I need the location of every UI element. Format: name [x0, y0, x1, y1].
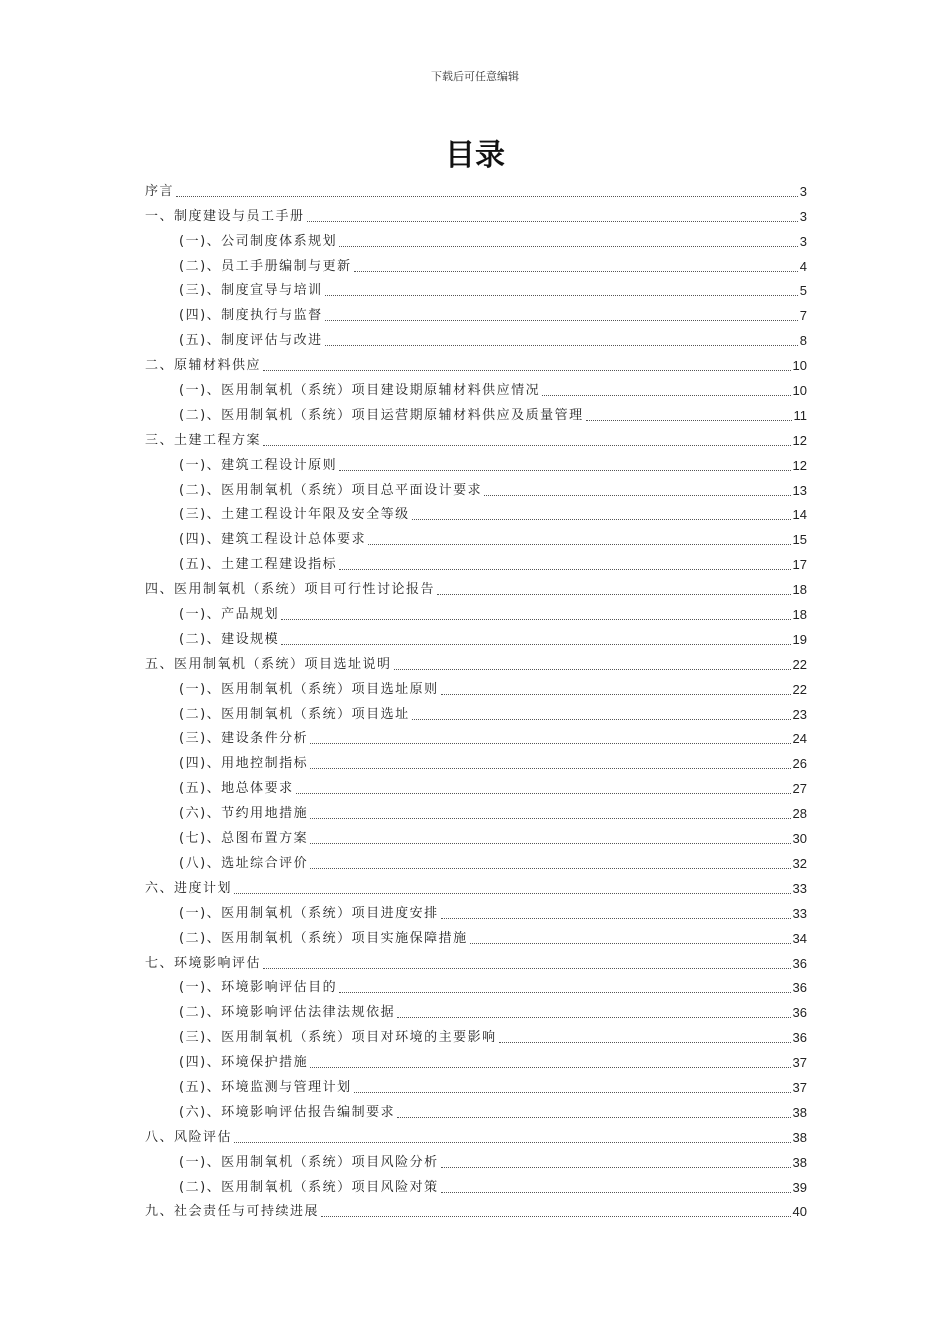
- toc-entry[interactable]: [145, 201, 807, 226]
- toc-entry[interactable]: [145, 1097, 807, 1122]
- toc-entry-title: 六、进度计划: [145, 880, 233, 896]
- dot-leader: [234, 1142, 791, 1143]
- toc-entry-title: (四)、建筑工程设计总体要求: [179, 532, 367, 548]
- toc-entry-page-number: 19: [792, 631, 807, 647]
- toc-entry-page-number: 27: [792, 781, 807, 797]
- dot-leader: [470, 943, 791, 944]
- toc-entry-page-number: 10: [792, 383, 807, 399]
- toc-entry[interactable]: [145, 1147, 807, 1172]
- toc-entry[interactable]: [145, 599, 807, 624]
- toc-entry-title: (六)、节约用地措施: [179, 806, 309, 822]
- toc-entry[interactable]: [145, 823, 807, 848]
- toc-entry-title: (一)、建筑工程设计原则: [179, 457, 338, 473]
- download-note: 下载后可任意编辑: [431, 70, 519, 83]
- dot-leader: [441, 1192, 791, 1193]
- dot-leader: [394, 669, 791, 670]
- toc-entry[interactable]: [145, 1072, 807, 1097]
- toc-entry-title: 八、风险评估: [145, 1129, 233, 1145]
- dot-leader: [310, 1067, 790, 1068]
- toc-entry-title: (二)、医用制氧机（系统）项目运营期原辅材料供应及质量管理: [179, 407, 584, 423]
- toc-entry-page-number: 36: [792, 980, 807, 996]
- toc-entry-page-number: 17: [792, 557, 807, 573]
- dot-leader: [307, 221, 798, 222]
- dot-leader: [281, 644, 790, 645]
- toc-entry-page-number: 36: [792, 1005, 807, 1021]
- toc-entry-title: (三)、制度宣导与培训: [179, 283, 323, 299]
- dot-leader: [310, 868, 790, 869]
- dot-leader: [484, 495, 790, 496]
- toc-entry-page-number: 4: [799, 258, 807, 274]
- toc-entry[interactable]: [145, 176, 807, 201]
- dot-leader: [354, 1092, 791, 1093]
- toc-entry[interactable]: [145, 1047, 807, 1072]
- toc-entry-title: (五)、环境监测与管理计划: [179, 1079, 352, 1095]
- toc-entry-title: (五)、土建工程建设指标: [179, 557, 338, 573]
- toc-entry[interactable]: [145, 400, 807, 425]
- toc-entry-title: (三)、建设条件分析: [179, 731, 309, 747]
- toc-entry-page-number: 18: [792, 582, 807, 598]
- dot-leader: [176, 196, 798, 197]
- toc-entry[interactable]: [145, 500, 807, 525]
- toc-entry[interactable]: [145, 624, 807, 649]
- toc-entry-page-number: 3: [799, 208, 807, 224]
- toc-entry-title: 四、医用制氧机（系统）项目可行性讨论报告: [145, 582, 436, 598]
- toc-entry-title: (六)、环境影响评估报告编制要求: [179, 1104, 396, 1120]
- toc-entry-page-number: 38: [792, 1154, 807, 1170]
- toc-entry-page-number: 28: [792, 806, 807, 822]
- dot-leader: [234, 893, 791, 894]
- toc-entry-page-number: 33: [792, 905, 807, 921]
- dot-leader: [325, 295, 798, 296]
- toc-entry-title: (三)、土建工程设计年限及安全等级: [179, 507, 410, 523]
- toc-entry-page-number: 12: [792, 432, 807, 448]
- toc-entry[interactable]: [145, 574, 807, 599]
- toc-entry-title: (一)、公司制度体系规划: [179, 233, 338, 249]
- dot-leader: [437, 594, 791, 595]
- toc-entry-page-number: 3: [799, 233, 807, 249]
- toc-entry-title: (一)、环境影响评估目的: [179, 980, 338, 996]
- toc-entry-title: (二)、建设规模: [179, 631, 280, 647]
- dot-leader: [339, 470, 790, 471]
- page-title: 目录: [445, 138, 505, 173]
- toc-entry[interactable]: [145, 251, 807, 276]
- toc-entry-title: (七)、总图布置方案: [179, 831, 309, 847]
- toc-entry-title: (三)、医用制氧机（系统）项目对环境的主要影响: [179, 1030, 497, 1046]
- toc-entry[interactable]: [145, 1022, 807, 1047]
- dot-leader: [339, 246, 798, 247]
- toc-entry-title: (四)、制度执行与监督: [179, 308, 323, 324]
- dot-leader: [310, 843, 790, 844]
- toc-entry[interactable]: [145, 773, 807, 798]
- toc-entry-title: 七、环境影响评估: [145, 955, 262, 971]
- toc-entry-page-number: 24: [792, 731, 807, 747]
- toc-entry-title: (四)、环境保护措施: [179, 1055, 309, 1071]
- dot-leader: [441, 918, 791, 919]
- toc-entry[interactable]: [145, 549, 807, 574]
- dot-leader: [263, 445, 791, 446]
- toc-entry-page-number: 30: [792, 831, 807, 847]
- dot-leader: [412, 519, 791, 520]
- dot-leader: [339, 992, 790, 993]
- toc-entry-page-number: 33: [792, 880, 807, 896]
- dot-leader: [397, 1117, 790, 1118]
- toc-entry[interactable]: [145, 873, 807, 898]
- dot-leader: [368, 544, 790, 545]
- dot-leader: [310, 768, 790, 769]
- toc-entry[interactable]: [145, 1122, 807, 1147]
- toc-entry[interactable]: [145, 898, 807, 923]
- toc-entry-page-number: 11: [793, 407, 807, 423]
- toc-entry[interactable]: [145, 674, 807, 699]
- toc-entry[interactable]: [145, 649, 807, 674]
- toc-entry-page-number: 10: [792, 358, 807, 374]
- toc-entry-title: (二)、医用制氧机（系统）项目总平面设计要求: [179, 482, 483, 498]
- toc-entry-page-number: 40: [792, 1204, 807, 1220]
- dot-leader: [325, 345, 798, 346]
- toc-entry[interactable]: [145, 923, 807, 948]
- toc-entry-title: 序言: [145, 183, 175, 199]
- toc-entry-page-number: 8: [799, 333, 807, 349]
- toc-entry-page-number: 23: [792, 706, 807, 722]
- toc-entry-title: 九、社会责任与可持续进展: [145, 1204, 320, 1220]
- toc-entry-page-number: 39: [792, 1179, 807, 1195]
- toc-entry-title: (五)、地总体要求: [179, 781, 294, 797]
- toc-entry-title: (二)、医用制氧机（系统）项目风险对策: [179, 1179, 439, 1195]
- toc-entry-page-number: 32: [792, 855, 807, 871]
- toc-entry[interactable]: [145, 276, 807, 301]
- table-of-contents: [145, 176, 807, 1221]
- toc-entry-title: (二)、员工手册编制与更新: [179, 258, 352, 274]
- toc-entry-page-number: 5: [799, 283, 807, 299]
- toc-entry[interactable]: [145, 350, 807, 375]
- toc-entry[interactable]: [145, 524, 807, 549]
- toc-entry-page-number: 36: [792, 955, 807, 971]
- toc-entry-page-number: 34: [792, 930, 807, 946]
- dot-leader: [310, 743, 790, 744]
- toc-entry[interactable]: [145, 1172, 807, 1197]
- toc-entry[interactable]: [145, 973, 807, 998]
- dot-leader: [263, 968, 791, 969]
- toc-entry[interactable]: [145, 748, 807, 773]
- toc-entry-page-number: 37: [792, 1055, 807, 1071]
- dot-leader: [441, 694, 791, 695]
- dot-leader: [354, 271, 798, 272]
- toc-entry[interactable]: [145, 1197, 807, 1222]
- toc-entry-page-number: 22: [792, 656, 807, 672]
- toc-entry-title: (八)、选址综合评价: [179, 855, 309, 871]
- toc-entry-title: (一)、产品规划: [179, 607, 280, 623]
- toc-entry[interactable]: [145, 300, 807, 325]
- toc-entry[interactable]: [145, 724, 807, 749]
- toc-entry-title: (二)、医用制氧机（系统）项目实施保障措施: [179, 930, 468, 946]
- toc-entry-page-number: 36: [792, 1030, 807, 1046]
- dot-leader: [412, 719, 791, 720]
- toc-entry-title: 三、土建工程方案: [145, 432, 262, 448]
- toc-entry-title: (二)、医用制氧机（系统）项目选址: [179, 706, 410, 722]
- toc-entry[interactable]: [145, 375, 807, 400]
- dot-leader: [263, 370, 791, 371]
- toc-entry-page-number: 14: [792, 507, 807, 523]
- dot-leader: [310, 818, 790, 819]
- dot-leader: [441, 1167, 791, 1168]
- toc-entry-page-number: 3: [799, 183, 807, 199]
- toc-entry[interactable]: [145, 848, 807, 873]
- toc-entry-page-number: 22: [792, 681, 807, 697]
- toc-entry-page-number: 26: [792, 756, 807, 772]
- toc-entry-title: 二、原辅材料供应: [145, 358, 262, 374]
- toc-entry[interactable]: [145, 997, 807, 1022]
- toc-entry[interactable]: [145, 450, 807, 475]
- toc-entry-page-number: 13: [792, 482, 807, 498]
- toc-entry-title: (四)、用地控制指标: [179, 756, 309, 772]
- toc-entry-title: (五)、制度评估与改进: [179, 333, 323, 349]
- dot-leader: [397, 1017, 790, 1018]
- toc-entry-title: (一)、医用制氧机（系统）项目进度安排: [179, 905, 439, 921]
- toc-entry[interactable]: [145, 798, 807, 823]
- toc-entry-title: (二)、环境影响评估法律法规依据: [179, 1005, 396, 1021]
- dot-leader: [499, 1042, 791, 1043]
- dot-leader: [321, 1216, 791, 1217]
- toc-entry-page-number: 38: [792, 1129, 807, 1145]
- toc-entry[interactable]: [145, 475, 807, 500]
- dot-leader: [542, 395, 790, 396]
- toc-entry[interactable]: [145, 948, 807, 973]
- dot-leader: [325, 320, 798, 321]
- dot-leader: [296, 793, 791, 794]
- toc-entry-title: (一)、医用制氧机（系统）项目风险分析: [179, 1154, 439, 1170]
- toc-entry-page-number: 38: [792, 1104, 807, 1120]
- toc-entry[interactable]: [145, 226, 807, 251]
- toc-entry[interactable]: [145, 699, 807, 724]
- toc-entry-page-number: 15: [792, 532, 807, 548]
- toc-entry-page-number: 7: [799, 308, 807, 324]
- toc-entry[interactable]: [145, 425, 807, 450]
- toc-entry-title: (一)、医用制氧机（系统）项目选址原则: [179, 681, 439, 697]
- toc-entry[interactable]: [145, 325, 807, 350]
- toc-entry-title: 五、医用制氧机（系统）项目选址说明: [145, 656, 392, 672]
- toc-entry-page-number: 37: [792, 1079, 807, 1095]
- toc-entry-title: 一、制度建设与员工手册: [145, 208, 305, 224]
- dot-leader: [586, 420, 792, 421]
- toc-entry-page-number: 18: [792, 607, 807, 623]
- dot-leader: [281, 619, 790, 620]
- dot-leader: [339, 569, 790, 570]
- toc-entry-page-number: 12: [792, 457, 807, 473]
- toc-entry-title: (一)、医用制氧机（系统）项目建设期原辅材料供应情况: [179, 383, 541, 399]
